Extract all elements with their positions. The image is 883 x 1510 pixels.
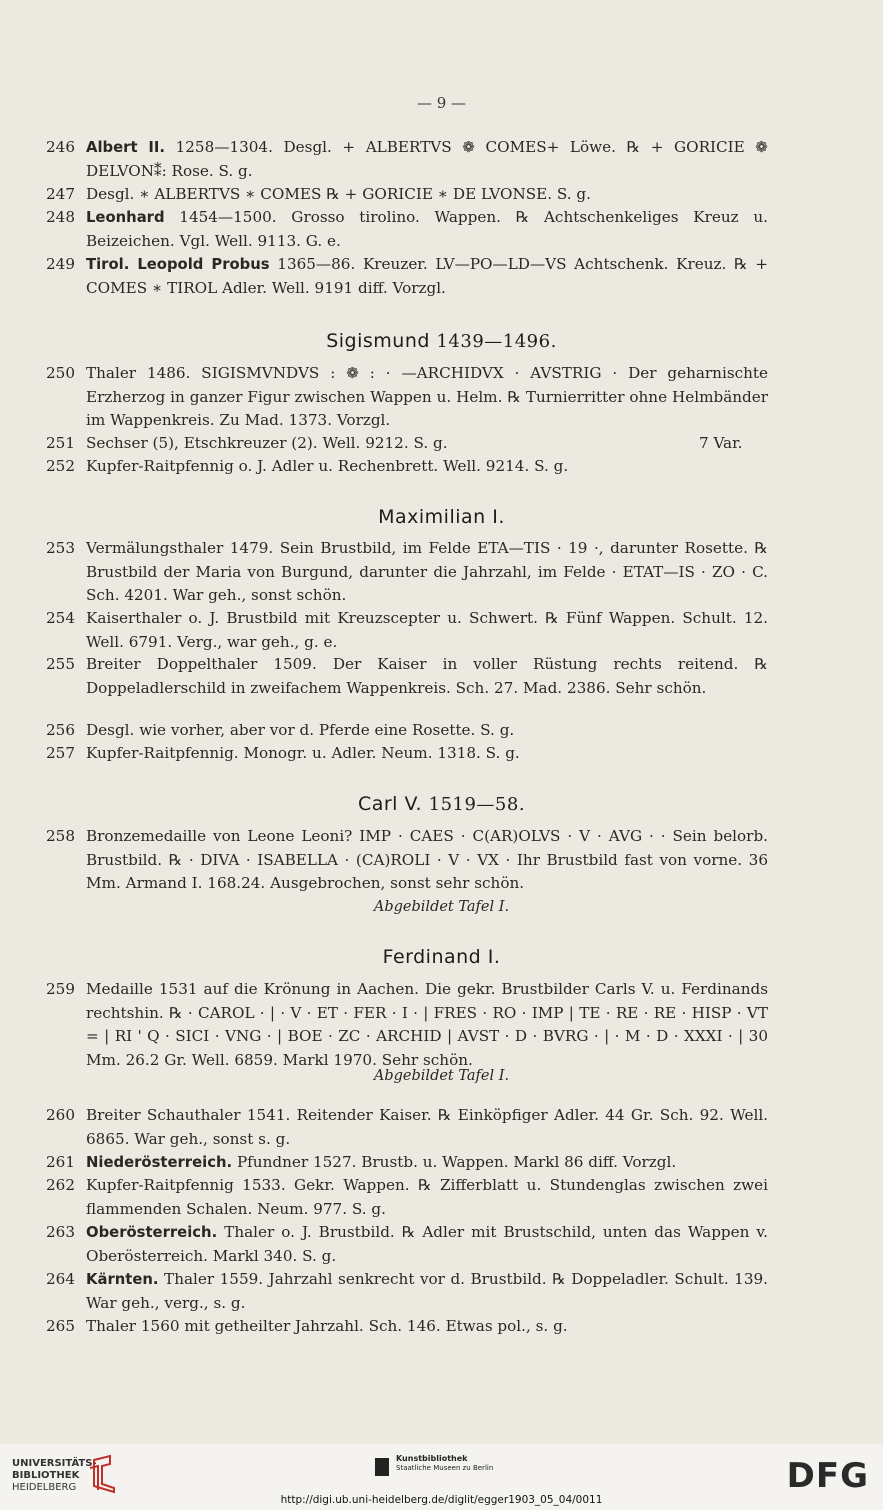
entry-text: Breiter Schauthaler 1541. Reitender Kaiser. ℞ Einköpfiger Adler. 44 Gr. Sch. 92. Well. 6865. War geh., sonst s. g. [86, 1106, 768, 1148]
entry-text: Bronzemedaille von Leone Leoni? IMP · CAES · C(AR)OLVS · V · AVG · · Sein belorb. Brustbild. ℞ · DIVA · ISABELLA · (CA)ROLI · V · VX · Ihr Brustbild fast von vorne. 36 Mm. Armand I. 168.24. Ausgebrochen, sonst sehr schön. [86, 827, 768, 892]
entry-number: 259 [46, 980, 75, 998]
section-heading-maximilian [0, 506, 883, 528]
section-years: 1439—1496. [436, 331, 557, 352]
entry-number: 252 [46, 457, 75, 475]
section-heading-carl [0, 793, 883, 815]
catalog-entry-250 [46, 362, 768, 433]
catalog-entry-254 [46, 607, 768, 654]
catalog-entry-249 [46, 253, 768, 300]
entry-number: 265 [46, 1317, 75, 1335]
plate-caption: Abgebildet Tafel I. [373, 899, 510, 915]
catalog-entry-247 [46, 183, 768, 207]
catalog-entry-251 [46, 432, 768, 456]
entry-text: Desgl. ∗ ALBERTVS ∗ COMES ℞ + GORICIE ∗ DE LVONSE. S. g. [86, 185, 591, 203]
entry-number: 258 [46, 827, 75, 845]
dfg-logo[interactable]: DFG [786, 1456, 869, 1496]
catalog-entry-260 [46, 1104, 768, 1151]
entry-text: 1454—1500. Grosso tirolino. Wappen. ℞ Achtschenkeliges Kreuz u. Beizeichen. Vgl. Well. 9113. G. e. [86, 208, 768, 250]
entry-number: 253 [46, 539, 75, 557]
entry-text: Kupfer-Raitpfennig. Monogr. u. Adler. Neum. 1318. S. g. [86, 744, 520, 762]
entry-text: Pfundner 1527. Brustb. u. Wappen. Markl 86 diff. Vorzgl. [232, 1153, 677, 1171]
catalog-entry-255 [46, 653, 768, 700]
ub-line-1: UNIVERSITÄTS- [12, 1458, 97, 1469]
entry-text: Thaler 1486. SIGISMVNDVS : ❁ : · —ARCHIDVX · AVSTRIG · Der geharnischte Erzherzog in ganzer Figur zwischen Wappen u. Helm. ℞ Turnierritter ohne Helmbänder im Wappenkreis. Zu Mad. 1373. Vorzgl. [86, 364, 768, 429]
catalog-entry-253 [46, 537, 768, 608]
catalog-entry-262 [46, 1174, 768, 1221]
entry-text: Thaler 1559. Jahrzahl senkrecht vor d. Brustbild. ℞ Doppeladler. Schult. 139. War geh., verg., s. g. [86, 1270, 768, 1312]
entry-variant-count: 7 Var. [698, 434, 743, 452]
viewer-footer [0, 1444, 883, 1510]
entry-number: 248 [46, 208, 75, 226]
entry-number: 263 [46, 1223, 75, 1241]
kunstbibliothek-logo-icon [375, 1458, 389, 1476]
page-number: — 9 — [416, 94, 467, 112]
entry-heading: Leonhard [86, 209, 165, 226]
entry-number: 247 [46, 185, 75, 203]
entry-number: 262 [46, 1176, 75, 1194]
section-heading-sigismund [0, 330, 883, 352]
plate-caption: Abgebildet Tafel I. [373, 1068, 510, 1084]
entry-number: 260 [46, 1106, 75, 1124]
catalog-entry-257 [46, 742, 768, 766]
entry-heading: Kärnten. [86, 1271, 159, 1288]
catalog-entry-258 [46, 825, 768, 896]
catalog-entry-246 [46, 136, 768, 183]
entry-number: 255 [46, 655, 75, 673]
entry-number: 257 [46, 744, 75, 762]
entry-text: Sechser (5), Etschkreuzer (2). Well. 9212. S. g. [86, 434, 448, 452]
entry-heading: Tirol. Leopold Probus [86, 256, 270, 273]
catalog-entry-252 [46, 455, 768, 479]
entry-text: Desgl. wie vorher, aber vor d. Pferde eine Rosette. S. g. [86, 721, 515, 739]
entry-number: 251 [46, 434, 75, 452]
permalink-url[interactable]: http://digi.ub.uni-heidelberg.de/diglit/egger1903_05_04/0011 [280, 1494, 603, 1506]
entry-text: Kupfer-Raitpfennig o. J. Adler u. Rechenbrett. Well. 9214. S. g. [86, 457, 569, 475]
ub-line-3: HEIDELBERG [12, 1482, 77, 1493]
entry-text: Vermälungsthaler 1479. Sein Brustbild, im Felde ETA—TIS · 19 ·, darunter Rosette. ℞ Brustbild der Maria von Burgund, darunter die Jahrzahl, im Felde · ETAT—IS · ZO · C. Sch. 4201. War geh., sonst schön. [86, 539, 768, 604]
section-name: Maximilian I. [378, 506, 505, 528]
entry-heading: Oberösterreich. [86, 1224, 218, 1241]
catalog-entry-265 [46, 1315, 768, 1339]
section-name: Sigismund [326, 330, 430, 352]
kunstbibliothek-label [396, 1454, 493, 1473]
entry-text: 1365—86. Kreuzer. LV—PO—LD—VS Achtschenk. Kreuz. ℞ + COMES ∗ TIROL Adler. Well. 9191 diff. Vorzgl. [86, 255, 768, 297]
entry-heading: Albert II. [86, 139, 166, 156]
entry-number: 246 [46, 138, 75, 156]
section-heading-ferdinand [0, 946, 883, 968]
entry-number: 261 [46, 1153, 75, 1171]
entry-number: 264 [46, 1270, 75, 1288]
entry-text: Breiter Doppelthaler 1509. Der Kaiser in voller Rüstung rechts reitend. ℞ Doppeladlerschild in zweifachem Wappenkreis. Sch. 27. Mad. 2386. Sehr schön. [86, 655, 768, 697]
section-name: Ferdinand I. [382, 946, 501, 968]
ub-line-2: BIBLIOTHEK [12, 1470, 80, 1481]
entry-number: 256 [46, 721, 75, 739]
kb-line-2: Staatliche Museen zu Berlin [396, 1464, 494, 1472]
entry-text: Kaiserthaler o. J. Brustbild mit Kreuzscepter u. Schwert. ℞ Fünf Wappen. Schult. 12. Well. 6791. Verg., war geh., g. e. [86, 609, 768, 651]
entry-number: 250 [46, 364, 75, 382]
catalog-entry-264 [46, 1268, 768, 1315]
catalog-entry-248 [46, 206, 768, 253]
entry-heading: Niederösterreich. [86, 1154, 233, 1171]
catalog-entry-261 [46, 1151, 768, 1175]
entry-text: Thaler o. J. Brustbild. ℞ Adler mit Brustschild, unten das Wappen v. Oberösterreich. Markl 340. S. g. [86, 1223, 768, 1265]
kb-line-1: Kunstbibliothek [396, 1454, 468, 1463]
entry-text: Kupfer-Raitpfennig 1533. Gekr. Wappen. ℞ Zifferblatt u. Stundenglas zwischen zwei flammenden Schalen. Neum. 977. S. g. [86, 1176, 768, 1218]
catalog-entry-259 [46, 978, 768, 1072]
entry-text: 1258—1304. Desgl. + ALBERTVS ❁ COMES+ Löwe. ℞ + GORICIE ❁ DELVON⁑: Rose. S. g. [86, 138, 768, 180]
catalog-entry-263 [46, 1221, 768, 1268]
entry-text: Medaille 1531 auf die Krönung in Aachen. Die gekr. Brustbilder Carls V. u. Ferdinands rechtshin. ℞ · CAROL · | · V · ET · FER · I · | FRES · RO · IMP | TE · RE · RE · HISP · VT = | RI ' Q · SICI · VNG · | BOE · ZC · ARCHID | AVST · D · BVRG · | · M · D · XXXI · | 30 Mm. 26.2 Gr. Well. 6859. Markl 1970. Sehr schön. [86, 980, 768, 1069]
ub-heidelberg-label [12, 1458, 97, 1494]
section-years: 1519—58. [428, 794, 526, 815]
entry-text: Thaler 1560 mit getheilter Jahrzahl. Sch. 146. Etwas pol., s. g. [86, 1317, 568, 1335]
catalog-entry-256 [46, 719, 768, 743]
section-name: Carl V. [357, 793, 423, 815]
entry-number: 254 [46, 609, 75, 627]
ub-heidelberg-logo-icon[interactable] [88, 1454, 122, 1494]
entry-number: 249 [46, 255, 75, 273]
